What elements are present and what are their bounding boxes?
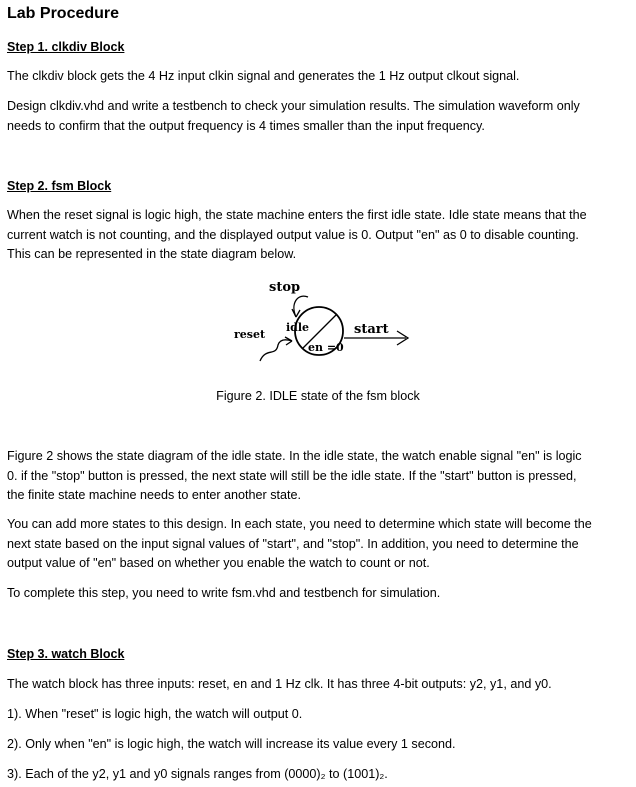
stop-label: stop (269, 280, 301, 295)
step2-paragraph-1-line-3: This can be represented in the state diagram below. (7, 247, 297, 261)
reset-arrow (260, 340, 292, 361)
step2-paragraph-1-line-1: When the reset signal is logic high, the state machine enters the first idle state. Idle state means that the (7, 208, 587, 222)
step3-list-item-1: 1). When "reset" is logic high, the watch will output 0. (7, 707, 303, 721)
step3-list-item-2: 2). Only when "en" is logic high, the watch will increase its value every 1 second. (7, 737, 456, 751)
step3-paragraph-1: The watch block has three inputs: reset, en and 1 Hz clk. It has three 4-bit outputs: y2, y1, and y0. (7, 677, 552, 691)
state-diagram (234, 275, 424, 365)
state-diagram-svg (234, 275, 424, 365)
reset-label: reset (234, 328, 266, 341)
step2-paragraph-3-line-3: output value of "en" based on whether you enable the watch to count or not. (7, 556, 430, 570)
step2-paragraph-2-line-2: 0. if the "stop" button is pressed, the next state will still be the idle state. If the "start" button is pressed, (7, 468, 577, 483)
stop-arrowhead (292, 309, 300, 317)
step2-paragraph-2-line-1: Figure 2 shows the state diagram of the idle state. In the idle state, the watch enable signal "en" is logic (7, 449, 582, 463)
step3-list-item-3: 3). Each of the y2, y1 and y0 signals ranges from (0000)₂ to (1001)₂. (7, 767, 388, 781)
step2-paragraph-3-line-1: You can add more states to this design. In each state, you need to determine which state will become the (7, 517, 592, 531)
step2-paragraph-4: To complete this step, you need to write fsm.vhd and testbench for simulation. (7, 586, 441, 600)
step1-paragraph-1: The clkdiv block gets the 4 Hz input clkin signal and generates the 1 Hz output clkout signal. (7, 69, 520, 83)
start-label: start (354, 322, 389, 337)
step3-heading: Step 3. watch Block (7, 647, 125, 661)
step2-paragraph-1-line-2: current watch is not counting, and the displayed output value is 0. Output "en" as 0 to disable counting. (7, 227, 579, 242)
step2-paragraph-3-line-2: next state based on the input signal values of "start", and "stop". In addition, you need to determine the (7, 536, 579, 551)
step2-heading: Step 2. fsm Block (7, 179, 112, 193)
figure-caption: Figure 2. IDLE state of the fsm block (216, 389, 420, 403)
step1-paragraph-2-line-2: needs to confirm that the output frequency is 4 times smaller than the input frequency. (7, 118, 485, 133)
step1-paragraph-2-line-1: Design clkdiv.vhd and write a testbench to check your simulation results. The simulation waveform only (7, 99, 580, 113)
reset-arrowhead (285, 337, 292, 345)
page-title: Lab Procedure (7, 5, 120, 22)
step2-paragraph-2-line-3: the finite state machine needs to enter another state. (7, 488, 302, 502)
step1-heading: Step 1. clkdiv Block (7, 40, 125, 54)
state-output: en =0 (308, 341, 344, 354)
state-name: idle (286, 321, 310, 334)
